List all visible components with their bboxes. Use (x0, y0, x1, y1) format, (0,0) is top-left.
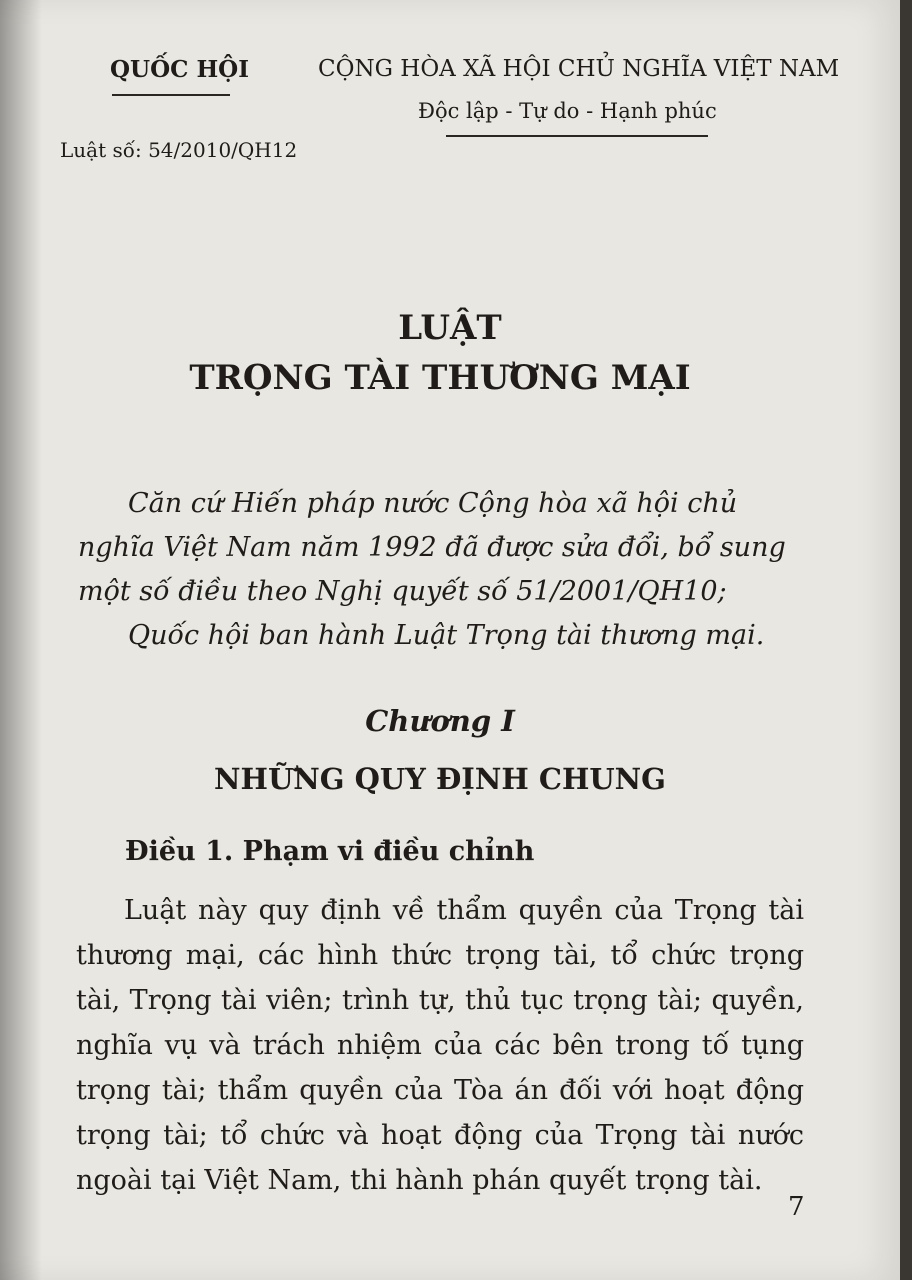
chapter-title: NHỮNG QUY ĐỊNH CHUNG (214, 762, 666, 796)
motto-underline (446, 135, 708, 137)
article-heading: Điều 1. Phạm vi điều chỉnh (125, 836, 535, 867)
document-subtitle: TRỌNG TÀI THƯƠNG MẠI (189, 358, 691, 398)
book-spine-shadow (0, 0, 42, 1280)
issuer-underline (112, 94, 230, 96)
preamble-basis: Căn cứ Hiến pháp nước Cộng hòa xã hội chủ nghĩa Việt Nam năm 1992 đã được sửa đổi, bổ sung một số điều theo Nghị quyết số 51/2001/QH10; (78, 488, 786, 607)
article-body (76, 888, 804, 1203)
law-number: Luật số: 54/2010/QH12 (60, 138, 298, 162)
country-name: CỘNG HÒA XÃ HỘI CHỦ NGHĨA VIỆT NAM (318, 56, 840, 82)
article-paragraph: Luật này quy định về thẩm quyền của Trọng tài thương mại, các hình thức trọng tài, tổ chức trọng tài, Trọng tài viên; trình tự, thủ tục trọng tài; quyền, nghĩa vụ và trách nhiệm của các bên trong tố tụng trọng tài; thẩm quyền của Tòa án đối với hoạt động trọng tài; tổ chức và hoạt động của Trọng tài nước ngoài tại Việt Nam, thi hành phán quyết trọng tài. (76, 895, 804, 1196)
page-number: 7 (788, 1192, 805, 1222)
chapter-label: Chương I (365, 704, 515, 738)
issuer-label: QUỐC HỘI (110, 56, 249, 83)
document-title: LUẬT (398, 308, 502, 348)
national-motto: Độc lập - Tự do - Hạnh phúc (418, 99, 717, 123)
preamble-enactment: Quốc hội ban hành Luật Trọng tài thương mại. (128, 620, 765, 651)
preamble (78, 482, 808, 658)
